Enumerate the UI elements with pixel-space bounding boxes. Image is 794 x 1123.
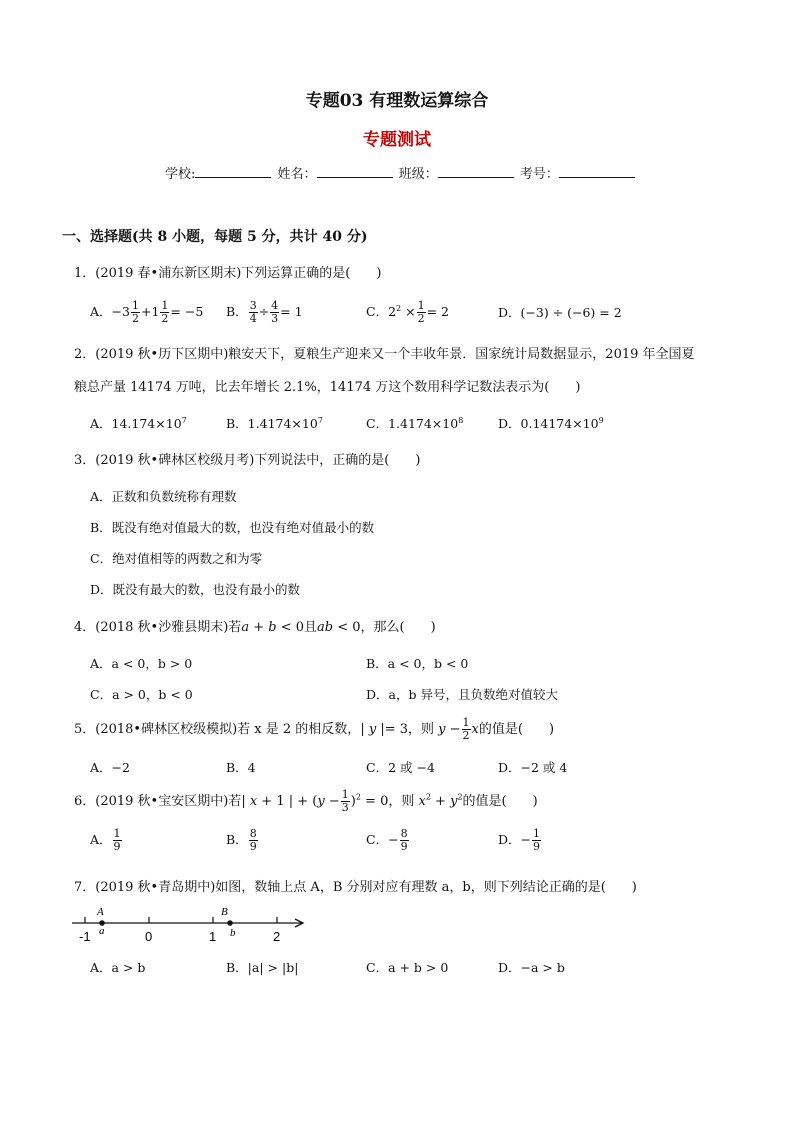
question-5-option-b[interactable]: B．4 (226, 760, 256, 775)
question-7-option-d[interactable]: D．−a > b (498, 960, 565, 975)
point-b (227, 920, 233, 926)
question-2-stem-line2: 粮总产量 14174 万吨，比去年增长 2.1%，14174 万这个数用科学记数法表示为( ) (74, 380, 581, 395)
question-6-option-d[interactable]: D．− $\frac{1}{9}$ (498, 827, 541, 853)
question-2-option-a[interactable]: A．$14.174\times 10^7$ (90, 415, 187, 431)
point-b-variable: b (230, 927, 236, 939)
question-7-option-b[interactable]: B．|a| > |b| (226, 960, 299, 975)
question-3-stem: 3．(2019 秋•碑林区校级月考)下列说法中，正确的是( ) (74, 453, 421, 468)
class-label: 班级： (398, 167, 438, 182)
tick-label-2: 2 (273, 929, 281, 944)
question-1-option-b[interactable]: B． $\frac{3}{4}$ ÷ $\frac{4}{3}$ = 1 (226, 299, 303, 325)
question-1-stem: 1．(2019 春•浦东新区期末)下列运算正确的是( ) (74, 266, 382, 281)
question-5-option-d[interactable]: D．−2 或 4 (498, 760, 568, 775)
tick-label-1: 1 (209, 929, 217, 944)
name-blank[interactable] (317, 165, 393, 178)
question-7-stem: 7．(2019 秋•青岛期中)如图，数轴上点 A，B 分别对应有理数 a，b，则下列结论正确的是( ) (74, 880, 637, 895)
question-5-option-c[interactable]: C．2 或 −4 (366, 760, 435, 775)
question-6-option-a[interactable]: A． $\frac{1}{9}$ (90, 827, 121, 853)
question-1-option-c[interactable]: C．$2^2$ × $\frac{1}{2}$ = 2 (366, 299, 449, 325)
point-b-label: B (221, 906, 228, 918)
tick-label-0: 0 (145, 929, 153, 944)
class-blank[interactable] (438, 165, 514, 178)
question-6-option-c[interactable]: C．− $\frac{8}{9}$ (366, 827, 408, 853)
point-a-variable: a (99, 925, 105, 937)
question-2-option-c[interactable]: C．$1.4174\times 10^8$ (366, 415, 464, 431)
question-3-option-c[interactable]: C．绝对值相等的两数之和为零 (90, 551, 263, 566)
question-3-option-a[interactable]: A．正数和负数统称有理数 (90, 489, 237, 504)
page-subtitle: 专题测试 (363, 130, 431, 150)
question-6-option-b[interactable]: B． $\frac{8}{9}$ (226, 827, 257, 853)
question-7-option-c[interactable]: C．a + b > 0 (366, 960, 449, 975)
question-4-option-b[interactable]: B．a < 0，b < 0 (366, 656, 469, 671)
question-1-option-a[interactable]: A．−3 $\frac{1}{2}$ +1 $\frac{1}{2}$ = −5 (90, 299, 204, 325)
question-3-option-d[interactable]: D．既没有最大的数，也没有最小的数 (90, 582, 301, 597)
section-title: 一、选择题(共 8 小题，每题 5 分，共计 40 分) (62, 229, 368, 245)
question-4-option-a[interactable]: A．a < 0，b > 0 (90, 656, 193, 671)
question-2-stem-line1: 2．(2019 秋•历下区期中)粮安天下，夏粮生产迎来又一个丰收年景．国家统计局数据显示，2019 年全国夏 (74, 347, 695, 362)
question-5-option-a[interactable]: A．−2 (90, 760, 130, 775)
point-a-label: A (97, 906, 104, 918)
number-line-figure (70, 900, 310, 946)
question-7-option-a[interactable]: A．a > b (90, 960, 146, 975)
school-blank[interactable] (195, 165, 271, 178)
question-3-option-b[interactable]: B．既没有绝对值最大的数，也没有绝对值最小的数 (90, 520, 375, 535)
question-1-option-d[interactable]: D．(−3) ÷ (−6) = 2 (498, 305, 622, 320)
question-4-option-c[interactable]: C．a > 0，b < 0 (90, 687, 193, 702)
exam-no-blank[interactable] (559, 165, 635, 178)
question-6-stem: 6．(2019 秋•宝安区期中)若| x + 1 | + (y − $\frac{1}{3}$ )$^2$ = 0，则 $x^2 + y^2$的值是( ) (74, 788, 538, 814)
question-5-stem: 5．(2018•碑林区校级模拟)若 x 是 2 的相反数，| y |= 3，则 y − $\frac{1}{2}$ x的值是( ) (74, 716, 555, 742)
school-label: 学校: (165, 167, 196, 182)
question-4-option-d[interactable]: D．a，b 异号，且负数绝对值较大 (366, 687, 558, 702)
question-4-stem: 4．(2018 秋•沙雅县期末)若a + b < 0且ab < 0，那么( ) (74, 620, 436, 635)
question-2-option-b[interactable]: B．$1.4174\times 10^7$ (226, 415, 323, 431)
student-info-line (165, 163, 637, 182)
tick-label-minus-1: -1 (79, 929, 91, 944)
page-title: 专题03 有理数运算综合 (305, 91, 489, 111)
name-label: 姓名： (277, 167, 317, 182)
exam-no-label: 考号： (519, 167, 559, 182)
question-2-option-d[interactable]: D．$0.14174\times 10^9$ (498, 415, 604, 431)
